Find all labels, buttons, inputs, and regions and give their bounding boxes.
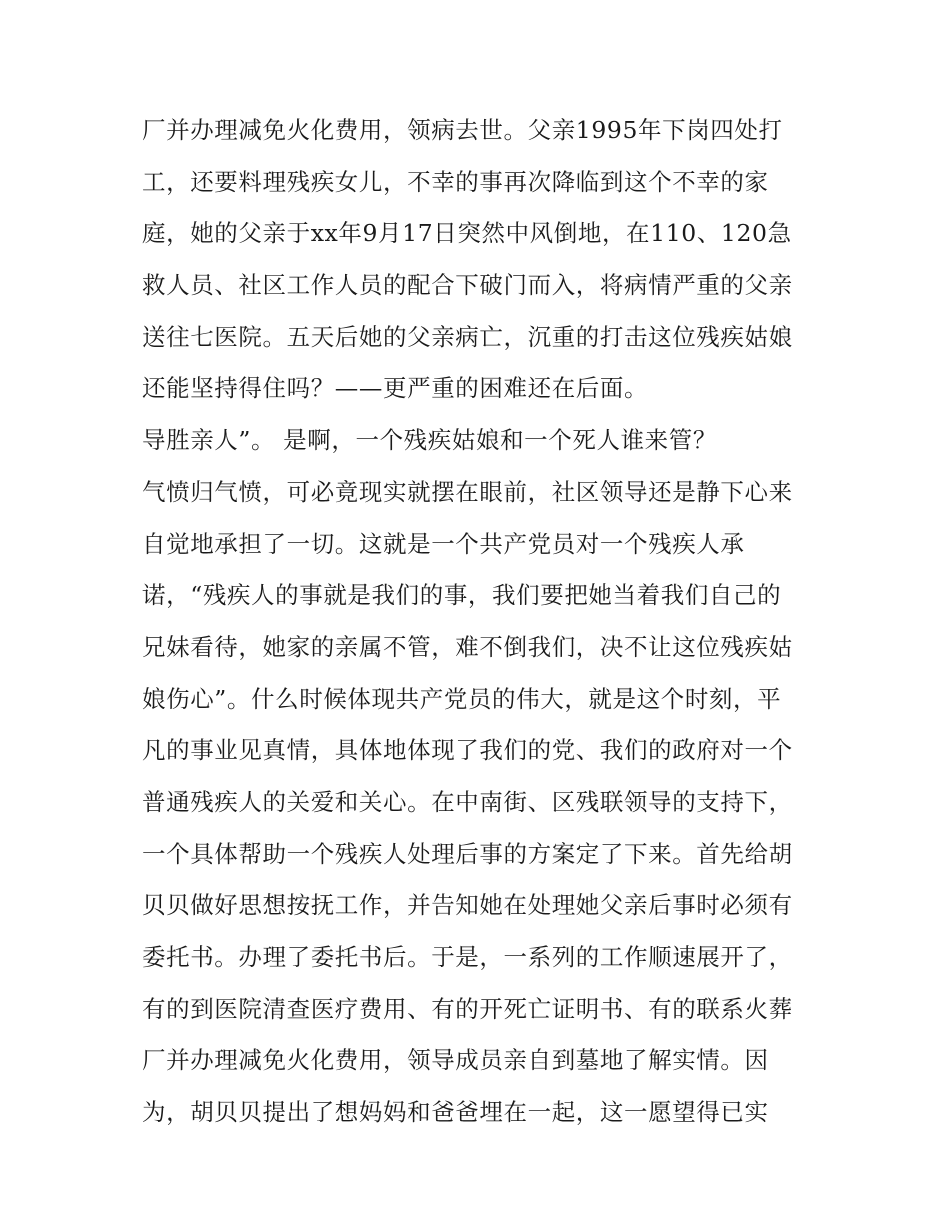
text-line: 娘伤心”。什么时候体现共产党员的伟大，就是这个时刻，平 xyxy=(142,684,782,713)
text-line: 工，还要料理残疾女儿，不幸的事再次降临到这个不幸的家 xyxy=(142,167,769,196)
text-line: 送往七医院。五天后她的父亲病亡，沉重的打击这位残疾姑娘 xyxy=(142,322,793,351)
text-line: 导胜亲人”。 是啊，一个残疾姑娘和一个死人谁来管？ xyxy=(142,426,717,455)
text-line: 厂并办理减免火化费用，领病去世。父亲1995年下岗四处打 xyxy=(142,116,783,144)
text-line: 委托书。办理了委托书后。于是，一系列的工作顺速展开了， xyxy=(142,943,793,971)
text-line: 普通残疾人的关爱和关心。在中南街、区残联领导的支持下， xyxy=(142,787,793,816)
text-line: 兄妹看待，她家的亲属不管，难不倒我们，决不让这位残疾姑 xyxy=(142,632,793,661)
text-line: 凡的事业见真情，具体地体现了我们的党、我们的政府对一个 xyxy=(142,736,793,765)
text-line: 一个具体帮助一个残疾人处理后事的方案定了下来。首先给胡 xyxy=(142,839,793,868)
text-line: 自觉地承担了一切。这就是一个共产党员对一个残疾人承 xyxy=(142,529,745,558)
text-line: 救人员、社区工作人员的配合下破门而入，将病情严重的父亲 xyxy=(142,271,793,300)
text-line: 还能坚持得住吗？——更严重的困难还在后面。 xyxy=(142,374,649,403)
text-line: 厂并办理减免火化费用，领导成员亲自到墓地了解实情。因 xyxy=(142,1046,769,1075)
text-line: 庭，她的父亲于xx年9月17日突然中风倒地，在110、120急 xyxy=(142,219,792,248)
text-line: 有的到医院清查医疗费用、有的开死亡证明书、有的联系火葬 xyxy=(142,994,793,1023)
body-text xyxy=(142,105,822,1139)
text-line: 贝贝做好思想按抚工作，并告知她在处理她父亲后事时必须有 xyxy=(142,891,793,920)
text-line: 为，胡贝贝提出了想妈妈和爸爸埋在一起，这一愿望得已实 xyxy=(142,1098,769,1127)
text-line: 气愤归气愤，可必竟现实就摆在眼前，社区领导还是静下心来 xyxy=(142,477,793,506)
text-line: 诺，“残疾人的事就是我们的事，我们要把她当着我们自己的 xyxy=(142,581,782,610)
